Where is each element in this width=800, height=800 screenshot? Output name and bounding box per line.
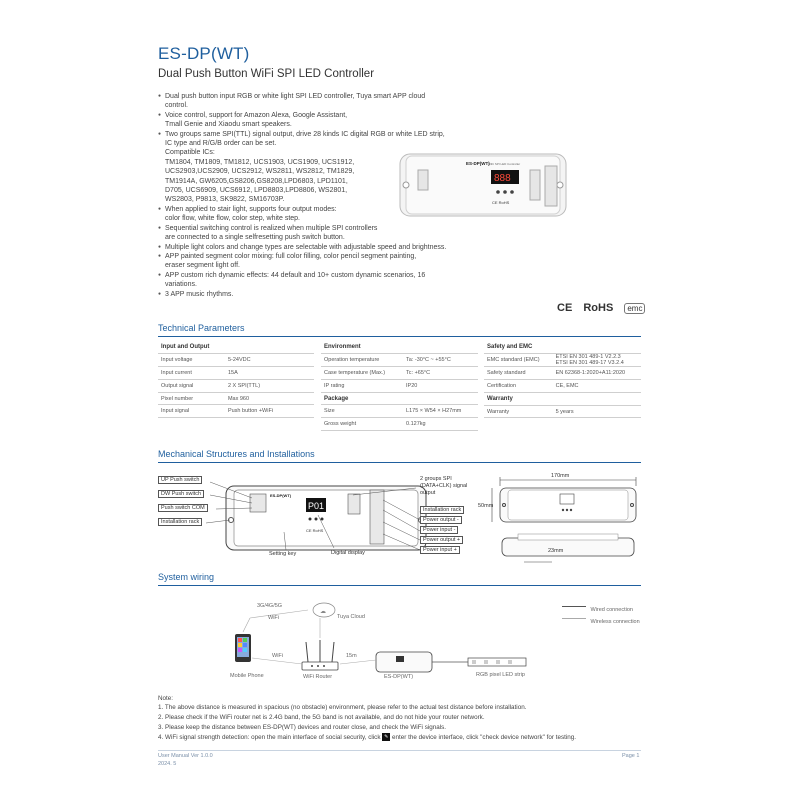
table-row xyxy=(321,367,478,380)
legend-wired: Wired connection xyxy=(562,598,633,616)
dimension-drawing xyxy=(478,472,640,572)
product-sublabel: WiFi SPI LED Controller xyxy=(488,162,521,166)
table-row xyxy=(158,354,314,367)
io-table xyxy=(158,341,314,418)
table-cell: Gross weight xyxy=(321,418,403,431)
feature-item: ● APP custom rich dynamic effects: 44 default and 10+ custom dynamic scenarios, 16 variations. xyxy=(158,271,450,290)
feature-continuation: D705, UCS6909, UCS6912, LPD8803,LPD8806, WS2801, xyxy=(165,187,348,195)
legend-wireless: Wireless connection xyxy=(562,610,640,628)
table-cell: Max 960 xyxy=(225,392,314,405)
feature-continuation: TM1914A, GW6205,GS8206,GS8208,LPD6803, LPD1101, xyxy=(165,177,348,185)
label-distance: 15m xyxy=(346,653,357,659)
label-wifi-top: WiFi xyxy=(268,615,279,621)
table-cell: Input signal xyxy=(158,405,225,418)
wired-line-icon xyxy=(562,606,586,607)
product-label: ES-DP(WT) xyxy=(466,161,490,166)
label-tuya-cloud: Tuya Cloud xyxy=(337,614,365,620)
label-wifi-mid: WiFi xyxy=(272,653,283,659)
table-cell: 5-24VDC xyxy=(225,354,314,367)
svg-text:CE RoHS: CE RoHS xyxy=(492,200,510,205)
callout-dw-push-switch: DW Push switch xyxy=(158,490,204,498)
svg-text:CE RoHS: CE RoHS xyxy=(306,528,324,533)
page-title: ES-DP(WT) xyxy=(158,44,250,63)
table-cell: 0.127kg xyxy=(403,418,478,431)
label-digital-display: Digital display xyxy=(331,550,365,556)
router-icon xyxy=(302,640,338,670)
label-controller: ES-DP(WT) xyxy=(384,674,414,680)
footer-version: User Manual Ver 1.0.0 xyxy=(158,753,213,759)
feature-item: ● Voice control, support for Amazon Alexa, Google Assistant, Tmall Genie and Xiaodu smart speakers. xyxy=(158,111,450,130)
table-cell: Input current xyxy=(158,367,225,380)
table-row xyxy=(484,405,641,418)
mech-device-display: P01 xyxy=(308,501,325,511)
table-cell: Tc: +65°C xyxy=(403,367,478,380)
feature-item: ● Two groups same SPI(TTL) signal output, drive 28 kinds IC digital RGB or white LED strip, IC type and R/G/B order can be set. Compatible ICs: TM1804, TM1809, TM1812, UCS1903, UCS1909, UCS1912, UCS2903,UCS2909, UCS2912, WS2811, WS2812, TM1829, TM1914A, GW6205,GS8206,GS8208,LPD6803, LPD1101, D705, UCS6909, UCS6912, LPD8803,LPD8806, WS2801, WS2803, P9813, SK9822, SM16703P. xyxy=(158,130,450,205)
table-cell: Output signal xyxy=(158,379,225,392)
svg-text:☁: ☁ xyxy=(320,609,326,615)
table-header-row xyxy=(321,392,478,405)
table-cell: IP rating xyxy=(321,379,403,392)
cert-marks xyxy=(557,302,645,314)
table-cell: Safety standard xyxy=(484,367,553,380)
feature-item: ● Dual push button input RGB or white light SPI LED controller, Tuya smart APP cloud control. xyxy=(158,92,450,111)
table-cell: 2 X SPI(TTL) xyxy=(225,379,314,392)
dim-width: 50mm xyxy=(478,503,494,509)
mech-section-title: Mechanical Structures and Installations xyxy=(158,449,315,459)
controller-icon xyxy=(376,652,432,672)
feature-continuation: IC type and R/G/B order can be set. xyxy=(165,140,277,148)
wiring-divider xyxy=(158,585,641,586)
table-cell: CE, EMC xyxy=(553,380,641,393)
note-4: 4. WiFi signal strength detection: open the main interface of social security, click ✎ enter the device interface, click "check device network" for testing. xyxy=(158,734,577,741)
table-row xyxy=(484,380,641,393)
table-cell: Pixel number xyxy=(158,392,225,405)
feature-continuation: TM1804, TM1809, TM1812, UCS1903, UCS1909, UCS1912, xyxy=(165,158,355,166)
callout-up-push-switch: UP Push switch xyxy=(158,476,202,484)
table-cell: Package xyxy=(321,392,478,405)
table-cell: Safety and EMC xyxy=(484,341,641,354)
note-3: 3. Please keep the distance between ES-DP(WT) devices and router close, and check the WiFi signals. xyxy=(158,724,447,731)
page-subtitle: Dual Push Button WiFi SPI LED Controller xyxy=(158,68,375,80)
cloud-icon xyxy=(313,603,335,617)
label-setting-key: Setting key xyxy=(269,551,297,557)
env-table xyxy=(321,341,478,431)
table-row xyxy=(321,379,478,392)
callout-power-input-pos: Power input + xyxy=(420,546,460,554)
rohs-mark-icon: RoHS xyxy=(583,302,614,314)
wiring-diagram xyxy=(228,598,528,682)
label-mobile-phone: Mobile Phone xyxy=(230,673,264,679)
label-led-strip: RGB pixel LED strip xyxy=(476,672,525,678)
mech-divider xyxy=(158,462,641,463)
callout-power-output-neg: Power output - xyxy=(420,516,462,524)
led-strip-icon xyxy=(468,658,526,666)
table-cell: Warranty xyxy=(484,405,553,418)
footer-date: 2024. 5 xyxy=(158,761,177,767)
wiring-section-title: System wiring xyxy=(158,572,215,582)
app-icon: ✎ xyxy=(384,734,389,741)
table-row xyxy=(321,405,478,418)
feature-item: ● APP painted segment color mixing: full color filling, color pencil segment painting, eraser segment light off. xyxy=(158,252,450,271)
table-row xyxy=(158,405,314,418)
table-header-row xyxy=(158,341,314,354)
table-cell: Certification xyxy=(484,380,553,393)
tech-section-title: Technical Parameters xyxy=(158,323,245,333)
table-cell: IP20 xyxy=(403,379,478,392)
ce-mark-icon: CE xyxy=(557,302,573,314)
table-cell: Operation temperature xyxy=(321,354,403,367)
table-header-row xyxy=(321,341,478,354)
table-cell: Warranty xyxy=(484,392,641,405)
table-row xyxy=(158,379,314,392)
table-row xyxy=(158,392,314,405)
feature-continuation: color flow, white flow, color step, white step. xyxy=(165,215,301,223)
feature-item: ● Sequential switching control is realized when multiple SPI controllers are connected to a single selfresetting push switch button. xyxy=(158,224,450,243)
feature-continuation: are connected to a single selfresetting push switch button. xyxy=(165,234,345,242)
svg-text:ES-DP(WT): ES-DP(WT) xyxy=(270,493,292,498)
table-row xyxy=(484,354,641,367)
label-network: 3G/4G/5G xyxy=(257,603,283,609)
table-header-row xyxy=(484,341,641,354)
callout-installation-rack-left: Installation rack xyxy=(158,518,202,526)
table-row xyxy=(158,367,314,380)
product-image xyxy=(398,150,568,226)
feature-continuation: Compatible ICs: xyxy=(165,149,215,157)
callout-installation-rack-right: Installation rack xyxy=(420,506,464,514)
table-cell: 15A xyxy=(225,367,314,380)
feature-item: ● Multiple light colors and change types are selectable with adjustable speed and brightness. xyxy=(158,243,450,252)
feature-continuation: eraser segment light off. xyxy=(165,262,240,270)
note-1: 1. The above distance is measured in spacious (no obstacle) environment, please refer to the actual test distance before installation. xyxy=(158,704,527,711)
table-row xyxy=(321,418,478,431)
table-header-row xyxy=(484,392,641,405)
table-cell: 5 years xyxy=(553,405,641,418)
emc-mark-icon: emc xyxy=(624,303,645,314)
dim-length: 170mm xyxy=(551,473,570,479)
table-cell: ETSI EN 301 489-1 V2.2.3 ETSI EN 301 489-17 V3.2.4 xyxy=(553,354,641,367)
callout-push-switch-com: Push switch COM xyxy=(158,504,208,512)
dim-height: 23mm xyxy=(548,548,564,554)
note-2: 2. Please check if the WiFi router net is 2.4G band, the 5G band is not available, and do not hide your router network. xyxy=(158,714,485,721)
feature-continuation: UCS2903,UCS2909, UCS2912, WS2811, WS2812, TM1829, xyxy=(165,168,355,176)
phone-icon xyxy=(235,634,251,662)
callout-spi-output: 2 groups SPI (DATA+CLK) signal output xyxy=(420,476,468,496)
table-row xyxy=(484,367,641,380)
footer-page: Page 1 xyxy=(622,753,640,759)
table-cell: Input and Output xyxy=(158,341,314,354)
wireless-line-icon xyxy=(562,618,586,619)
tech-divider xyxy=(158,336,641,337)
table-cell: Size xyxy=(321,405,403,418)
feature-item: ● When applied to stair light, supports four output modes: color flow, white flow, color step, white step. xyxy=(158,205,450,224)
table-cell: Push button +WiFi xyxy=(225,405,314,418)
mech-diagram xyxy=(158,470,458,570)
table-cell: Ta: -30°C ~ +55°C xyxy=(403,354,478,367)
callout-power-input-neg: Power input - xyxy=(420,526,458,534)
callout-power-output-pos: Power output + xyxy=(420,536,463,544)
label-wifi-router: WiFi Router xyxy=(303,674,333,680)
table-cell: EN 62368-1:2020+A11:2020 xyxy=(553,367,641,380)
table-cell: Environment xyxy=(321,341,478,354)
table-cell: Case temperature (Max.) xyxy=(321,367,403,380)
table-row xyxy=(321,354,478,367)
feature-continuation: WS2803, P9813, SK9822, SM16703P. xyxy=(165,196,285,204)
notes-heading: Note: xyxy=(158,695,174,702)
table-cell: EMC standard (EMC) xyxy=(484,354,553,367)
feature-item: ● 3 APP music rhythms. xyxy=(158,290,450,299)
safety-table xyxy=(484,341,641,418)
feature-continuation: Tmall Genie and Xiaodu smart speakers. xyxy=(165,121,292,129)
product-display: 888 xyxy=(494,173,511,184)
table-cell: Input voltage xyxy=(158,354,225,367)
footer-divider xyxy=(158,750,641,751)
table-cell: L175 × W54 × H27mm xyxy=(403,405,478,418)
